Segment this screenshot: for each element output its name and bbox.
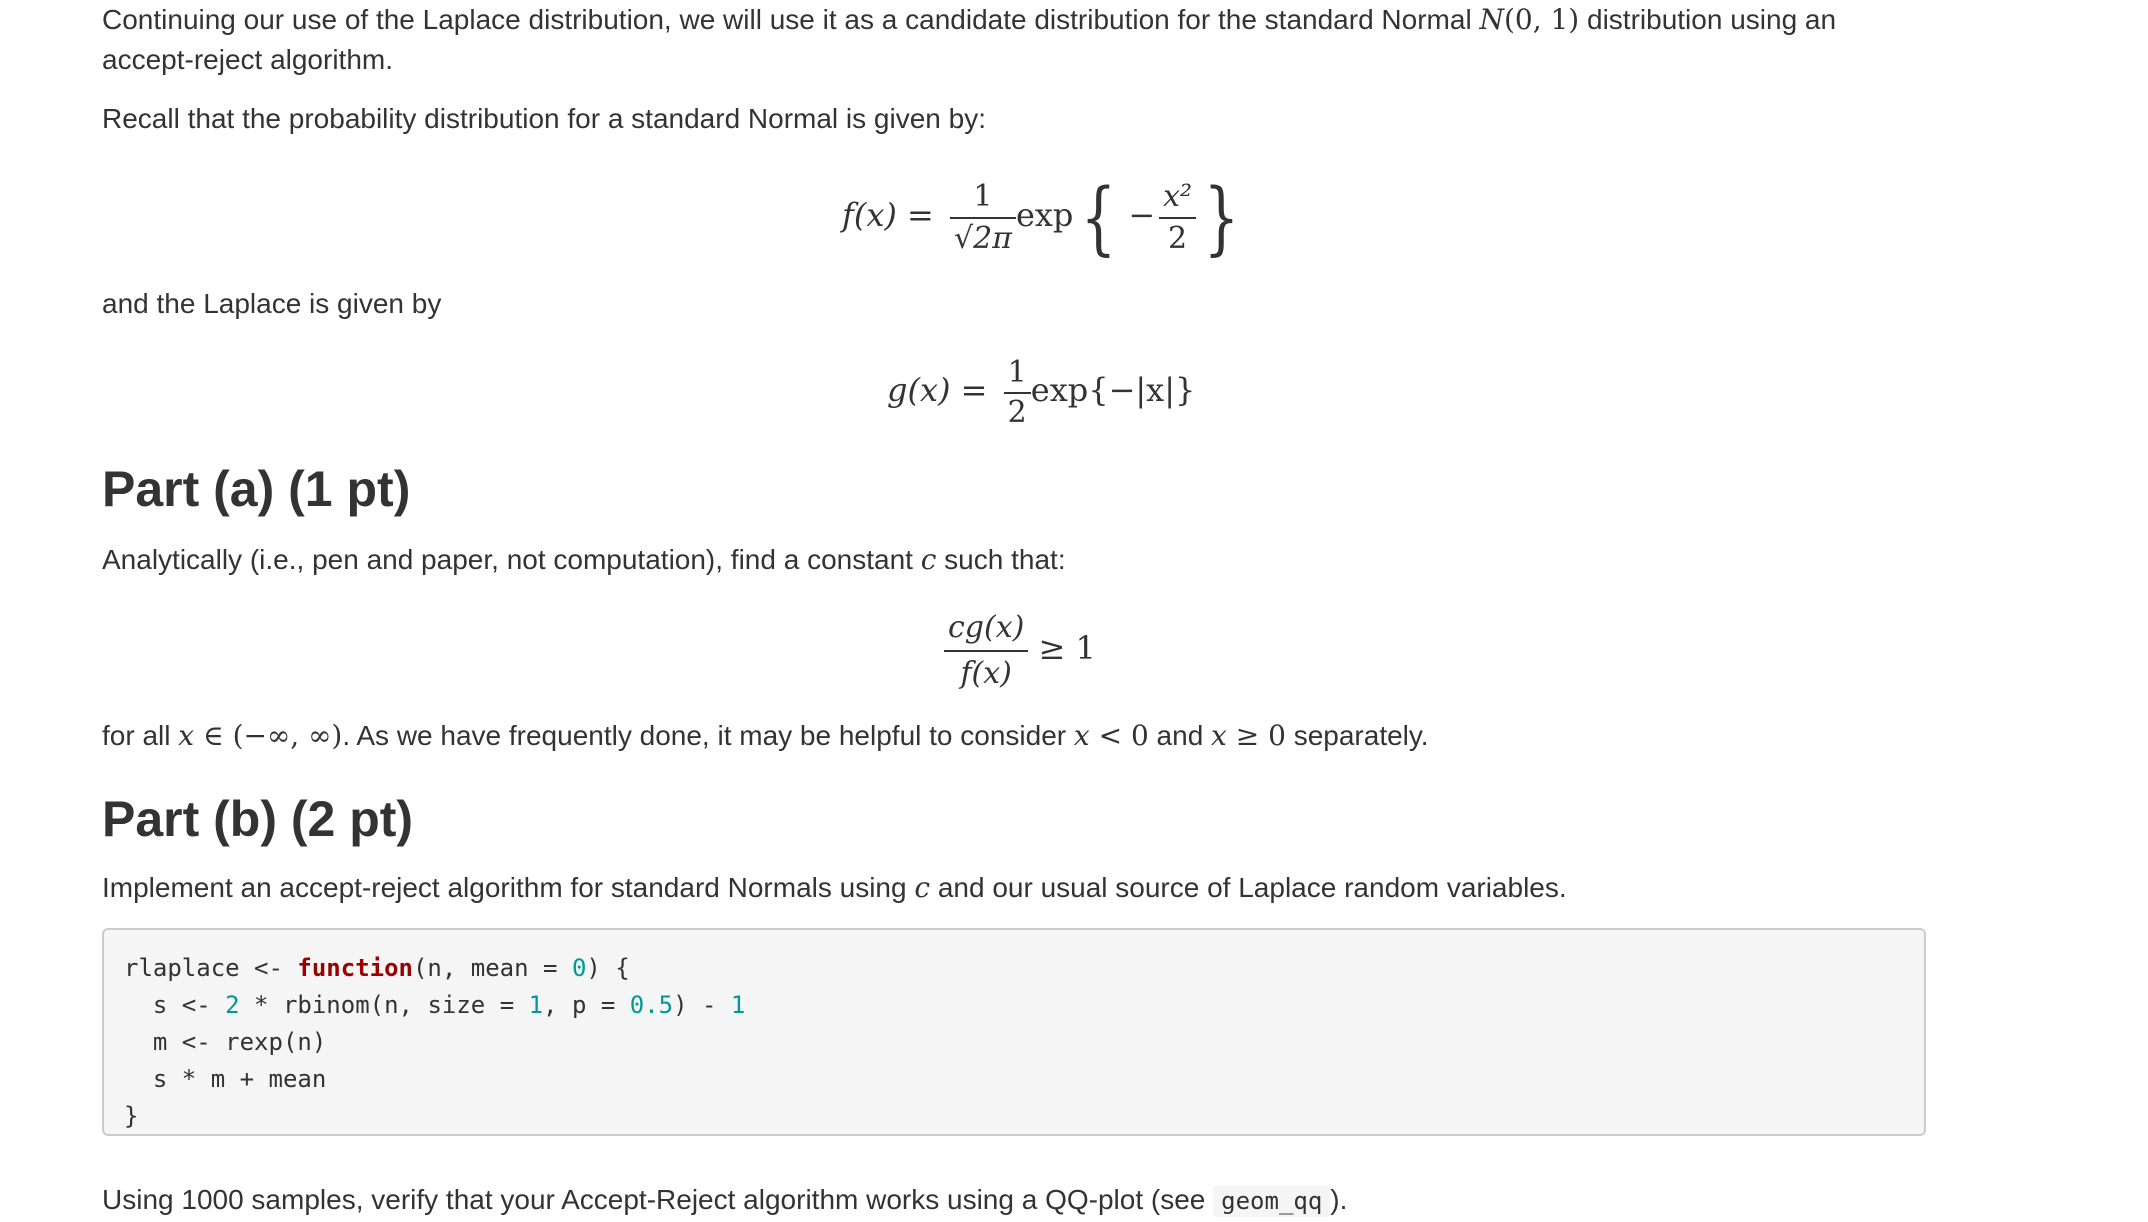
math-n: N [1479,3,1504,36]
eq-f-minus: − [1128,196,1156,234]
part-b-text-cont: and our usual source of Laplace random variables. [930,872,1567,903]
part-a-condition [102,716,1429,756]
ratio-fraction [944,606,1028,696]
condition-and: and [1148,720,1212,751]
intro-text: Continuing our use of the Laplace distribution, we will use it as a candidate distribution for the standard Normal [102,4,1480,35]
verify-text-end: ). [1330,1184,1348,1215]
math-geq-zero: ≥ 0 [1226,719,1286,752]
math-less-than-zero: < 0 [1089,719,1149,752]
eq-f-numerator: 1 [950,177,1016,219]
math-real-line: ∈ (−∞, ∞) [194,719,343,752]
eq-f-denominator: √2π [954,220,1012,256]
eq-f-inner-numerator: x² [1159,177,1196,219]
eq-g-rhs: exp{−|x|} [1030,371,1196,409]
math-c: c [914,871,931,904]
eq-f-inner-denominator: 2 [1168,220,1188,256]
code-line-5: } [124,1102,139,1130]
math-x: x [1211,719,1227,752]
intro-text-cont: distribution using an [1579,4,1837,35]
ratio-inequality [944,598,1096,698]
eq-g-lhs: g(x) = [887,371,988,409]
geom-qq-code: geom_qq [1213,1185,1330,1217]
laplace-density-equation [887,340,1195,440]
part-b-text: Implement an accept-reject algorithm for standard Normals using [102,872,915,903]
part-b-paragraph [102,868,1567,908]
part-a-heading: Part (a) (1 pt) [102,461,411,517]
part-a-text-cont: such that: [936,544,1066,575]
right-brace: } [1203,170,1240,264]
condition-text: for all [102,720,179,751]
code-line-2: s <- 2 * rbinom(n, size = 1, p = 0.5) - 1 [124,991,746,1019]
math-n-args: (0, 1) [1503,3,1580,36]
recall-paragraph: Recall that the probability distribution for a standard Normal is given by: [102,103,986,134]
eq-g-numerator: 1 [1004,354,1031,394]
code-block[interactable] [102,928,1926,1136]
part-a-text: Analytically (i.e., pen and paper, not computation), find a constant [102,544,921,575]
part-b-heading: Part (b) (2 pt) [102,791,414,847]
eq-g-fraction [1004,354,1031,432]
eq-f-inner-fraction [1159,177,1196,259]
intro-text-end: accept-reject algorithm. [102,44,394,75]
verify-paragraph [102,1180,1347,1221]
ratio-denominator: f(x) [960,655,1012,691]
math-c: c [920,543,937,576]
verify-text: Using 1000 samples, verify that your Accept-Reject algorithm works using a QQ-plot (see [102,1184,1214,1215]
math-x: x [1073,719,1090,752]
eq-f-lhs: f(x) = [842,196,934,234]
eq-f-exp: exp [1015,196,1074,234]
part-a-paragraph [102,540,1066,580]
code-line-3: m <- rexp(n) [124,1028,327,1056]
normal-density-equation [842,160,1247,270]
ratio-numerator: cg(x) [944,606,1028,652]
intro-paragraph [102,0,1962,80]
code-line-1: rlaplace <- function(n, mean = 0) { [124,954,630,982]
left-brace: { [1081,170,1117,264]
condition-text-end: separately. [1285,720,1429,751]
laplace-paragraph: and the Laplace is given by [102,288,442,319]
math-x: x [178,719,195,752]
condition-text-cont: . As we have frequently done, it may be helpful to consider [342,720,1074,751]
eq-f-fraction [950,177,1016,259]
code-line-4: s * m + mean [124,1065,327,1093]
eq-g-denominator: 2 [1007,394,1027,430]
ratio-rhs: ≥ 1 [1038,629,1096,667]
